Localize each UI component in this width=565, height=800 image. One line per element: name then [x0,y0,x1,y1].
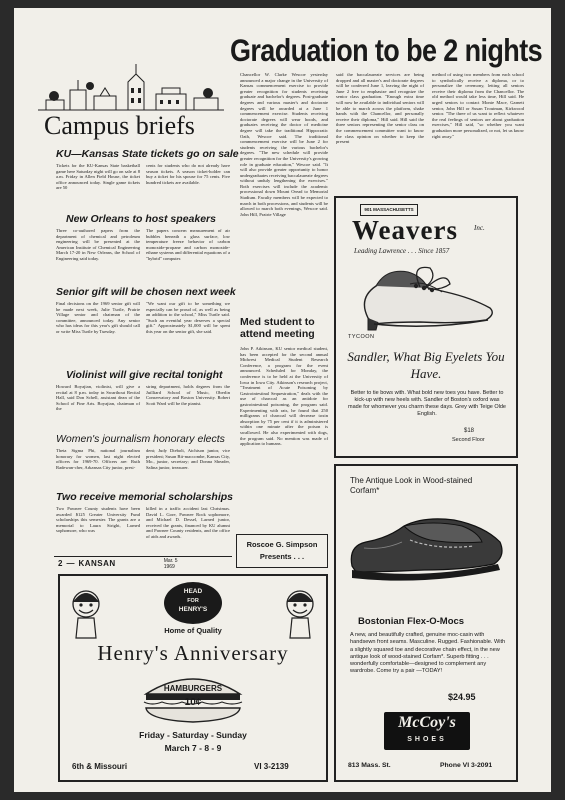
henrys-phone: VI 3-2139 [254,762,289,771]
henrys-ad [58,574,328,782]
newspaper-page [14,8,551,792]
folio [58,559,190,570]
brief-headline-new-orleans: New Orleans to host speakers [66,213,216,225]
campus-skyline-illustration [36,60,226,118]
brief-senior-gift-col1: Final decisions on the 1969 senior gift will be made next week, Julie Turtle, Prairie Village senior and chairman of the committee, announced today. Any senior who has ideas for this year's gift should call or write Miss Turtle by Tuesday. [56,301,140,334]
henrys-burger-label: HAMBURGERS [163,684,223,693]
henrys-badge-mid: FOR [187,598,199,604]
simpson-ad [236,534,328,568]
weavers-inc: Inc. [474,224,485,232]
simpson-ad-name: Roscoe G. Simpson [246,540,318,549]
henrys-badge-top: HEAD [183,588,203,595]
henrys-days: Friday - Saturday - Sunday [139,730,247,740]
brief-tickets-col1: Tickets for the KU-Kansas State basketball game here Saturday night will go on sale at 8 a.m. Friday in Allen Field House, the ticket office announced today. Single game tickets are 50 [56,163,140,191]
folio-paper-name: KANSAN [78,559,116,568]
brief-scholarships-col1: Two Pawnee County students have been awarded $125 Greater University Fund scholarships this semester. The grants are a memorial to Laura Stright, Larned sophomore, who was [56,506,140,534]
weavers-logo: Weavers [352,215,458,245]
graduation-story-col2: said the baccalaureate services are being dropped and all master's and doctorate degrees will be conferred June 1, leaving the night of June 2 free to emphasize and recognize the senior class graduation. "Enough extra time will now be available to individual seniors will be able to march across the platform, shake hands with the Chancellor, and personally receive their diploma," Hill said. Hill said the three seniors representing the senior class on the commencement committee want to know the class opinion on whether to keep the present [336,72,424,145]
brief-scholarships-col2: killed in a traffic accident last Christmas. David L. Gore, Pawnee Rock sophomore, and Michael D. Dessel, Larned junior, received the grants, financed by KU alumni and Pawnee County residents, and the office of aids and awards. [146,506,230,539]
mccoys-logo-sub: SHOES [407,736,447,743]
brief-journalism-col2: dent; Judy Diebolt, Atchison junior, vice president; Susan Bit-maccombe, Kansas City, Mo., junior, secretary; and Donna Sheader, Salina junior, treasurer. [146,448,230,470]
brief-violinist-col2: string department, holds degrees from the Juilliard School of Music, Oberlin Conservatory and Boston University. Robert Scott Ward will be the pianist. [146,384,230,406]
mccoys-intro: The Antique Look in Wood-stained Corfam* [350,476,473,495]
mccoys-price: $24.95 [448,692,476,702]
folio-date: Mar. 5 1969 [163,558,178,570]
mccoys-logo-name: McCoy's [398,714,456,731]
brief-headline-violinist: Violinist will give recital tonight [66,369,223,381]
brief-headline-senior-gift: Senior gift will be chosen next week [56,286,236,298]
med-story-headline: Med student to attend meeting [240,316,315,340]
weavers-floor: Second Floor [452,437,485,443]
womens-shoe-illustration [350,258,500,336]
weavers-street-sign: 901 MASSACHUSETTS [360,204,418,216]
henrys-quality: Home of Quality [164,626,222,635]
med-story-body: John P. Atkinson, KU senior medical student, has been accepted for the second annual Midwest Medical Student Research Conference, a program for the event announced. Scheduled for Monday, the conference is to be held at the University of Iowa in Iowa City. Atkinson's research project, "Treatment of Acute Poisoning by Gastrointestinal Sequestration," deals with the use of charcoal as an antidote for gastrointestinal poisoning, the program said. Experimenting with rats, he found that 250 milligrams of charcoal will decrease toxin absorption by 75 per cent if it is administered within one minute after the poison is swallowed. He also experimented with dogs, the program said. No mention was made of application to humans. [240,346,328,447]
henrys-title: Henry's Anniversary [97,641,289,665]
main-headline: Graduation to be 2 nights [230,33,543,68]
mccoys-ad-body: A new, and beautifully crafted, genuine moc-casin with handsewn front seams. Masculine. Rugged. Fashionable. With a slightly squared toe and decorative chain effect, in the new antique look of wood-stained Corfam*. Superb fitting . . . wonderfully comfortable—designed to complement any wardrobe. Come try a pair —TODAY! [350,632,506,675]
briefs-title: Campus briefs [44,111,195,140]
brief-headline-journalism: Women's journalism honorary elects [56,433,225,445]
weavers-ad-body: Better to tie bows with. What bold new toes you have. Better to kick-up with new heels with. Sandler of Boston's oxford was made for whomever you charm these days. Grey with Teige Olde English. [348,390,506,417]
mccoys-address: 813 Mass. St. [348,762,391,769]
brief-new-orleans-col1: Three co-authored papers from the department of chemical and petroleum engineering will be presented at the American Institute of Chemical Engineering March 17-20 in New Orleans, the School of Engineering said today. [56,228,140,261]
folio-page-number: 2 [58,559,63,568]
weavers-shoe-brand: TYCOON [348,334,375,340]
henrys-burger-price: 10¢ [184,697,202,708]
weavers-tagline: Leading Lawrence . . . Since 1857 [354,247,450,255]
weavers-ad [334,196,518,458]
brief-headline-scholarships: Two receive memorial scholarships [56,491,234,503]
mccoys-logo [384,712,470,750]
mccoys-ad [334,464,518,782]
brief-violinist-col1: Howard Boyajian, violinist, will give a recital at 8 p.m. today in Swarthout Recital Hall, said Don Schell, assistant dean of the School of Fine Arts. Boyajian, chairman of the [56,384,140,412]
henrys-badge [164,582,222,624]
brief-tickets-col2: cents for students who do not already have season tickets. A season ticket-holder can buy a ticket for his spouse for 75 cents. Five hundred tickets are available. [146,163,230,185]
brief-journalism-col1: Theta Sigma Phi, national journalism honorary for women, last night elected officers for 1969-70. Officers are: Ruth Radewan-cher, Arkansas City junior, presi- [56,448,140,470]
graduation-story-col1: Chancellor W. Clarke Wescoe yesterday announced a major change in the University of Kansas commencement exercise to provide greater recognition for students receiving graduate and bachelor's degrees. Post-graduate degrees and various master's and doctorate degrees will be awarded at a June 1 commencement exercise. Students receiving doctorate degrees will wear hoods, and graduates receiving the doctor of medicine degree will take the traditional Hippocratic Oath, Wescoe said. The traditional commencement exercise will be June 2 for students receiving the various bachelor's degrees. "The new schedule will provide greater recognition for the University's growing role in graduate education," Wescoe said. "It will also provide greater opportunity to honor undergraduates receiving baccalaureate degrees without unduly lengthening the exercises." Both exercises will include the academic processional down Mount Oread to Memorial Stadium. Faculty members will be expected to march in both processions, and students will be allowed to march both evenings, Wescoe said. John Hill, Prairie Village [240,72,328,217]
brief-headline-tickets: KU—Kansas State tickets go on sale [56,148,239,160]
brief-new-orleans-col2: The papers concern measurement of air bubbles beneath a glass surface, low temperature freeze behavior of carbon monoxide-propane and carbon monoxide-ethane systems and differential equations of a "hybrid" computer. [146,228,230,261]
folio-dash: — [66,559,75,568]
henrys-badge-bot: HENRY'S [178,606,208,613]
henrys-dates: March 7 - 8 - 9 [164,743,222,753]
mens-loafer-illustration [344,500,508,590]
weavers-ad-headline: Sandler, What Big Eyelets You Have. [347,349,505,381]
henrys-address: 6th & Missouri [72,762,128,771]
brief-senior-gift-col2: "We want our gift to be something we especially can be proud of, as well as being an addition to the school," Miss Turtle said. "Such an eventful year deserves a special gift." Approximately $1,000 will be spent this year on the senior gift, she said. [146,301,230,334]
mccoys-product-name: Bostonian Flex-O-Mocs [358,616,465,627]
mccoys-phone: Phone VI 3-2091 [440,762,493,769]
simpson-ad-presents: Presents . . . [259,552,305,561]
folio-rule [54,556,232,557]
graduation-story-col3: method of using two members from each school to symbolically receive a diploma, or to personalize the ceremony, letting all seniors receive their diploma from the Chancellor. The old method would take less time, Hill said. He urged seniors to contact Monte Mace, Garnett senior, John Hill or Susan Troutman, Kirkwood senior. "The three of us want to reflect whatever the real feelings of seniors are about graduation exercises," Hill said, "so whether you want graduation more personalized, or not, let us know right away." [432,72,524,139]
weavers-price: $18 [464,428,475,434]
